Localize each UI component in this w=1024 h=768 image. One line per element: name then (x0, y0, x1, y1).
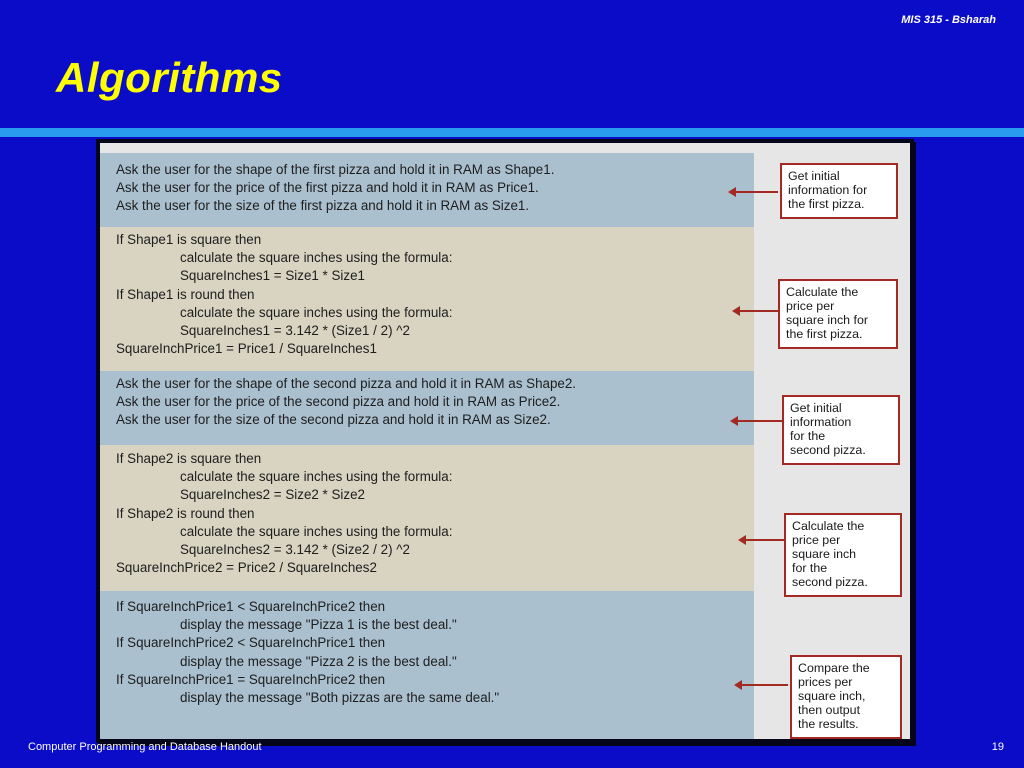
code-line: If Shape2 is round then (116, 505, 255, 521)
code-line: calculate the square inches using the formula: (180, 250, 453, 266)
code-line: Ask the user for the shape of the second pizza and hold it in RAM as Shape2. (116, 376, 577, 391)
code-line: display the message "Pizza 1 is the best deal." (180, 617, 457, 633)
annotation-line: square inch (792, 547, 857, 561)
footer-title: Computer Programming and Database Handout (28, 741, 262, 753)
annotation-line: the results. (798, 717, 859, 731)
annotation-box (778, 279, 898, 349)
annotation-line: square inch for (786, 313, 868, 327)
code-line: SquareInchPrice2 = Price2 / SquareInches2 (116, 560, 377, 576)
figure-panel (100, 143, 910, 739)
slide-header: MIS 315 - Bsharah (901, 14, 996, 26)
code-line: SquareInches2 = Size2 * Size2 (180, 487, 365, 503)
code-line: Ask the user for the size of the first pizza and hold it in RAM as Size1. (116, 198, 530, 214)
annotation-line: for the (792, 561, 828, 575)
annotation-line: Calculate the (786, 285, 859, 299)
title-divider (0, 128, 1024, 137)
arrow-icon (738, 310, 778, 312)
code-line: SquareInches1 = Size1 * Size1 (180, 268, 365, 284)
arrow-icon (734, 191, 778, 193)
code-line: calculate the square inches using the formula: (180, 469, 453, 485)
arrow-icon (740, 684, 788, 686)
algorithm-figure (96, 139, 914, 743)
code-line: display the message "Pizza 2 is the best deal." (180, 653, 457, 669)
annotation-box (790, 655, 902, 739)
annotation-box (782, 395, 900, 465)
arrow-icon (736, 420, 782, 422)
annotation-line: square inch, (798, 689, 866, 703)
code-line: Ask the user for the shape of the first pizza and hold it in RAM as Shape1. (116, 162, 555, 177)
annotation-line: price per (792, 533, 841, 547)
annotation-line: the first pizza. (788, 197, 865, 211)
section-second-pizza-input (100, 371, 754, 445)
annotation-line: information (790, 415, 852, 429)
annotation-box (784, 513, 902, 597)
code-line: SquareInches1 = 3.142 * (Size1 / 2) ^2 (180, 322, 410, 338)
annotation-line: Compare the (798, 661, 870, 675)
slide-title: Algorithms (56, 54, 283, 101)
pseudocode-column (100, 143, 754, 739)
annotation-line: Calculate the (792, 519, 865, 533)
arrow-icon (744, 539, 784, 541)
code-line: If Shape1 is square then (116, 232, 262, 247)
code-line: If SquareInchPrice1 < SquareInchPrice2 then (116, 599, 386, 614)
annotation-line: for the (790, 429, 826, 443)
annotation-line: Get initial (790, 401, 842, 415)
code-line: SquareInches2 = 3.142 * (Size2 / 2) ^2 (180, 541, 410, 557)
page-number: 19 (991, 741, 1004, 753)
section-second-pizza-calc (100, 445, 754, 591)
annotation-line: price per (786, 299, 835, 313)
code-line: SquareInchPrice1 = Price1 / SquareInches1 (116, 341, 377, 357)
annotation-line: second pizza. (792, 575, 868, 589)
code-line: Ask the user for the price of the second pizza and hold it in RAM as Price2. (116, 394, 561, 410)
annotation-line: Get initial (788, 169, 840, 183)
code-line: display the message "Both pizzas are the same deal." (180, 689, 500, 705)
annotation-line: information for (788, 183, 868, 197)
code-line: If Shape2 is square then (116, 451, 262, 466)
annotation-line: then output (798, 703, 861, 717)
annotation-line: prices per (798, 675, 853, 689)
section-first-pizza-input (100, 153, 754, 227)
code-line: If Shape1 is round then (116, 286, 255, 302)
code-line: Ask the user for the size of the second pizza and hold it in RAM as Size2. (116, 412, 551, 428)
annotation-box (780, 163, 898, 219)
section-compare-prices (100, 591, 754, 739)
code-line: calculate the square inches using the formula: (180, 304, 453, 320)
annotation-line: the first pizza. (786, 327, 863, 341)
section-first-pizza-calc (100, 227, 754, 371)
annotation-column (754, 143, 910, 739)
code-line: If SquareInchPrice1 = SquareInchPrice2 then (116, 671, 386, 687)
code-line: If SquareInchPrice2 < SquareInchPrice1 then (116, 635, 386, 651)
annotation-line: second pizza. (790, 443, 866, 457)
code-line: Ask the user for the price of the first pizza and hold it in RAM as Price1. (116, 180, 539, 196)
code-line: calculate the square inches using the formula: (180, 523, 453, 539)
